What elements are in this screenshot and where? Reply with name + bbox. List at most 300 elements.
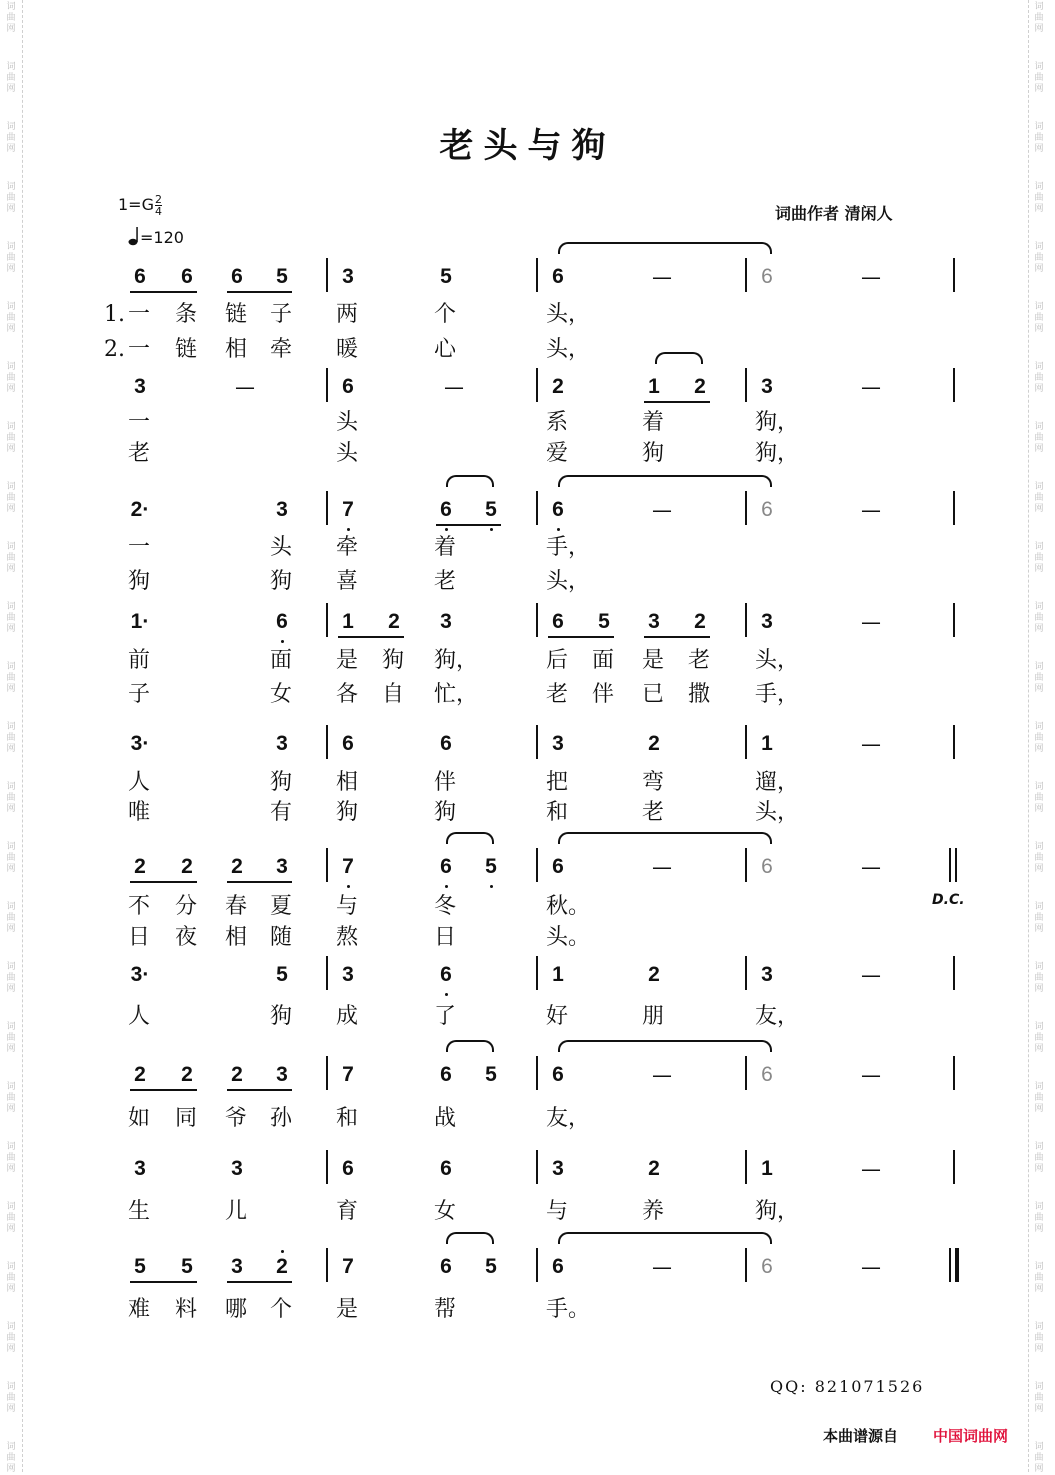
lyric-verse1: 育 (336, 1199, 359, 1224)
watermark-glyph: 网 (6, 324, 16, 334)
watermark-glyph: 网 (6, 624, 16, 634)
tie-slur (558, 242, 772, 254)
low-octave-dot (445, 885, 448, 888)
barline (953, 603, 955, 637)
lyric-verse1: 与 (546, 1199, 569, 1224)
watermark-glyph: 网 (1034, 384, 1044, 394)
watermark-glyphs (4, 182, 18, 215)
watermark-glyph: 曲 (1034, 613, 1044, 623)
watermark-glyph: 网 (1034, 144, 1044, 154)
watermark-glyph: 网 (1034, 324, 1044, 334)
watermark-glyph: 曲 (6, 313, 16, 323)
note: 3 (134, 1157, 146, 1180)
high-octave-dot (281, 1250, 284, 1253)
sustain-dash: — (861, 610, 881, 634)
watermark-glyph: 网 (6, 864, 16, 874)
lyric-verse1: 养 (642, 1199, 665, 1224)
lyric-verse2: 老 (434, 569, 457, 594)
source-label: 本曲谱源自 (823, 1427, 899, 1445)
watermark-glyph: 词 (6, 842, 16, 852)
eighth-underline (130, 1089, 197, 1091)
watermark-glyph: 词 (6, 1382, 16, 1392)
lyric-verse2: 狗 (434, 800, 457, 825)
note: 3 (552, 732, 564, 755)
watermark-glyph: 网 (1034, 1104, 1044, 1114)
time-numerator: 2 (154, 193, 162, 206)
lyric-verse1: 伴 (434, 770, 457, 795)
watermark-glyph: 网 (1034, 804, 1044, 814)
barline (326, 848, 328, 882)
lyric-verse2: 随 (270, 925, 293, 950)
watermark-glyph: 网 (6, 24, 16, 34)
sustain-dash: — (861, 963, 881, 987)
note: 7 (342, 1255, 354, 1278)
watermark-glyph: 曲 (6, 1453, 16, 1463)
note: 3 (552, 1157, 564, 1180)
sustain-dash: — (652, 265, 672, 289)
barline (953, 368, 955, 402)
lyric-verse1: 友， (755, 1004, 800, 1029)
watermark-glyph: 曲 (1034, 1453, 1044, 1463)
watermark-glyph: 曲 (6, 1033, 16, 1043)
watermark-glyph: 词 (1034, 302, 1044, 312)
lyric-verse2: 各 (336, 682, 359, 707)
note: 6 (440, 1063, 452, 1086)
lyric-verse2: 喜 (336, 569, 359, 594)
watermark-glyph: 曲 (1034, 553, 1044, 563)
low-octave-dot (445, 993, 448, 996)
watermark-glyph: 词 (6, 782, 16, 792)
lyric-verse1: 难 (128, 1297, 151, 1322)
barline (326, 1056, 328, 1090)
note: 3 (342, 963, 354, 986)
note: 6 (552, 1063, 564, 1086)
composer-credit: 词曲作者 清闲人 (775, 204, 893, 223)
note: 6 (231, 265, 243, 288)
lyric-verse1: 面 (270, 648, 293, 673)
watermark-glyphs (4, 962, 18, 995)
eighth-underline (130, 881, 197, 883)
note: 7 (342, 498, 354, 521)
barline (536, 368, 538, 402)
barline (326, 1150, 328, 1184)
note: 3 (761, 610, 773, 633)
watermark-glyphs (1032, 62, 1046, 95)
watermark-glyph: 网 (1034, 864, 1044, 874)
lyric-verse1: 如 (128, 1106, 151, 1131)
watermark-glyphs (4, 782, 18, 815)
barline (326, 956, 328, 990)
barline (536, 1150, 538, 1184)
watermark-glyph: 词 (6, 422, 16, 432)
eighth-underline (227, 291, 292, 293)
watermark-glyph: 曲 (1034, 1393, 1044, 1403)
sustain-dash: — (861, 855, 881, 879)
sustain-dash: — (652, 855, 672, 879)
eighth-underline (644, 636, 710, 638)
note: 2 (648, 732, 660, 755)
note: 5 (485, 1063, 497, 1086)
tie-slur (446, 1232, 494, 1244)
watermark-glyph: 曲 (6, 973, 16, 983)
tie-slur (558, 1040, 772, 1052)
watermark-glyph: 网 (1034, 264, 1044, 274)
barline (536, 956, 538, 990)
lyric-verse2: 日 (434, 925, 457, 950)
lyric-verse2: 老 (128, 441, 151, 466)
barline (745, 725, 747, 759)
watermark-glyph: 词 (1034, 242, 1044, 252)
note: 6 (181, 265, 193, 288)
note: 3 (276, 732, 288, 755)
eighth-underline (130, 291, 197, 293)
note: 6 (342, 1157, 354, 1180)
watermark-glyph: 曲 (1034, 373, 1044, 383)
lyric-verse1: 头 (336, 410, 359, 435)
note: 3 (231, 1157, 243, 1180)
lyric-verse1: 牵 (336, 535, 359, 560)
watermark-glyphs (1032, 1442, 1046, 1475)
note: 5 (276, 265, 288, 288)
lyric-verse1: 前 (128, 648, 151, 673)
watermark-glyph: 曲 (6, 373, 16, 383)
lyric-verse1: 是 (336, 1297, 359, 1322)
watermark-glyph: 网 (6, 84, 16, 94)
lyric-verse2: 夜 (175, 925, 198, 950)
watermark-glyph: 词 (1034, 2, 1044, 12)
watermark-glyph: 曲 (1034, 253, 1044, 263)
lyric-verse1: 一 (128, 410, 151, 435)
eighth-underline (436, 524, 501, 526)
watermark-glyph: 网 (6, 504, 16, 514)
watermark-glyph: 网 (1034, 1164, 1044, 1174)
watermark-glyph: 曲 (1034, 313, 1044, 323)
lyric-verse2: 日 (128, 925, 151, 950)
quarter-note-icon (128, 226, 140, 246)
watermark-glyph: 词 (6, 1442, 16, 1452)
note: 3 (276, 1063, 288, 1086)
lyric-verse1: 孙 (270, 1106, 293, 1131)
lyric-verse2: 子 (128, 682, 151, 707)
barline (745, 258, 747, 292)
watermark-glyph: 网 (6, 1044, 16, 1054)
lyric-verse2: 头 (336, 441, 359, 466)
watermark-glyph: 词 (6, 662, 16, 672)
note: 3· (130, 732, 150, 755)
tempo-marking (128, 226, 184, 247)
watermark-glyph: 词 (6, 482, 16, 492)
lyric-verse1: 春 (225, 894, 248, 919)
time-denominator: 4 (154, 205, 162, 218)
lyric-verse2: 相 (225, 337, 248, 362)
lyric-verse1: 条 (175, 302, 198, 327)
watermark-glyph: 曲 (6, 613, 16, 623)
watermark-glyph: 词 (1034, 1202, 1044, 1212)
note: 6 (440, 1157, 452, 1180)
tempo-value: =120 (140, 228, 184, 247)
barline (745, 1056, 747, 1090)
watermark-glyph: 曲 (1034, 733, 1044, 743)
watermark-glyph: 网 (6, 1284, 16, 1294)
watermark-glyph: 曲 (6, 673, 16, 683)
low-octave-dot (557, 528, 560, 531)
note: 2 (694, 610, 706, 633)
watermark-glyph: 网 (1034, 684, 1044, 694)
lyric-verse1: 个 (270, 1297, 293, 1322)
key-label: 1=G (118, 195, 154, 214)
lyric-verse1: 帮 (434, 1297, 457, 1322)
lyric-verse2: 头， (546, 337, 591, 362)
tied-note: 6 (761, 1255, 773, 1278)
watermark-glyph: 曲 (6, 793, 16, 803)
tie-slur (558, 832, 772, 844)
lyric-verse2: 熬 (336, 925, 359, 950)
lyric-verse1: 弯 (642, 770, 665, 795)
sustain-dash: — (861, 1255, 881, 1279)
low-octave-dot (281, 640, 284, 643)
note: 6 (342, 732, 354, 755)
lyric-verse1: 是 (336, 648, 359, 673)
watermark-glyph: 网 (6, 1224, 16, 1234)
lyric-verse2: 头， (755, 800, 800, 825)
lyric-verse1: 着 (434, 535, 457, 560)
watermark-glyph: 网 (6, 984, 16, 994)
lyric-verse1: 战 (434, 1106, 457, 1131)
watermark-glyph: 曲 (6, 1093, 16, 1103)
barline (953, 491, 955, 525)
watermark-glyph: 网 (6, 384, 16, 394)
note: 3 (276, 855, 288, 878)
lyric-verse1: 人 (128, 1004, 151, 1029)
watermark-glyph: 曲 (6, 1393, 16, 1403)
lyric-verse1: 是 (642, 648, 665, 673)
watermark-glyph: 词 (1034, 1022, 1044, 1032)
watermark-glyph: 网 (1034, 624, 1044, 634)
note: 6 (276, 610, 288, 633)
lyric-verse1: 成 (336, 1004, 359, 1029)
watermark-glyph: 词 (1034, 422, 1044, 432)
watermark-glyphs (1032, 1262, 1046, 1295)
watermark-glyph: 曲 (6, 193, 16, 203)
watermark-glyphs (4, 1382, 18, 1415)
lyric-verse1: 着 (642, 410, 665, 435)
watermark-glyphs (1032, 2, 1046, 35)
note: 5 (134, 1255, 146, 1278)
watermark-glyph: 曲 (1034, 973, 1044, 983)
note: 6 (440, 855, 452, 878)
watermark-glyph: 词 (6, 1142, 16, 1152)
watermark-glyph: 网 (1034, 1404, 1044, 1414)
barline (536, 725, 538, 759)
note: 2 (231, 1063, 243, 1086)
eighth-underline (338, 636, 404, 638)
watermark-glyph: 曲 (6, 253, 16, 263)
watermark-glyphs (1032, 662, 1046, 695)
watermark-glyph: 词 (1034, 542, 1044, 552)
watermark-glyph: 词 (6, 2, 16, 12)
barline (536, 258, 538, 292)
watermark-glyph: 词 (6, 1262, 16, 1272)
tie-slur (558, 475, 772, 487)
watermark-glyph: 曲 (1034, 1213, 1044, 1223)
lyric-verse2: 忙， (434, 682, 479, 707)
note: 2 (648, 1157, 660, 1180)
watermark-glyph: 词 (1034, 1322, 1044, 1332)
lyric-verse1: 一 (128, 302, 151, 327)
note: 6 (552, 855, 564, 878)
tie-slur (655, 352, 703, 364)
lyric-verse1: 狗， (755, 1199, 800, 1224)
watermark-glyphs (4, 1322, 18, 1355)
note: 5 (598, 610, 610, 633)
watermark-glyphs (1032, 782, 1046, 815)
lyric-verse2: 自 (382, 682, 405, 707)
lyric-verse2: 伴 (592, 682, 615, 707)
lyric-verse1: 个 (434, 302, 457, 327)
lyric-verse1: 爷 (225, 1106, 248, 1131)
watermark-glyph: 词 (1034, 842, 1044, 852)
lyric-verse2: 爱 (546, 441, 569, 466)
watermark-glyphs (4, 542, 18, 575)
tied-note: 6 (761, 855, 773, 878)
sustain-dash: — (861, 265, 881, 289)
note: 6 (440, 963, 452, 986)
note: 2 (181, 1063, 193, 1086)
watermark-glyph: 词 (6, 242, 16, 252)
lyric-verse1: 头， (755, 648, 800, 673)
lyric-verse2: 链 (175, 337, 198, 362)
note: 6 (552, 265, 564, 288)
lyric-verse1: 狗 (270, 1004, 293, 1029)
lyric-verse1: 老 (688, 648, 711, 673)
lyric-verse1: 一 (128, 535, 151, 560)
watermark-glyph: 词 (6, 1322, 16, 1332)
watermark-glyphs (4, 1262, 18, 1295)
note: 6 (134, 265, 146, 288)
lyric-verse1: 头 (270, 535, 293, 560)
watermark-glyphs (4, 1022, 18, 1055)
watermark-glyph: 网 (1034, 1224, 1044, 1234)
note: 1 (552, 963, 564, 986)
barline (326, 491, 328, 525)
watermark-glyphs (1032, 962, 1046, 995)
sustain-dash: — (652, 498, 672, 522)
lyric-verse1: 夏 (270, 894, 293, 919)
lyric-verse1: 同 (175, 1106, 198, 1131)
lyric-verse2: 相 (225, 925, 248, 950)
tie-slur (446, 1040, 494, 1052)
note: 2· (130, 498, 150, 521)
low-octave-dot (445, 528, 448, 531)
lyric-verse1: 狗， (434, 648, 479, 673)
watermark-glyph: 网 (6, 1404, 16, 1414)
watermark-glyphs (4, 722, 18, 755)
note: 2 (134, 855, 146, 878)
watermark-glyphs (1032, 722, 1046, 755)
watermark-glyph: 网 (1034, 744, 1044, 754)
sustain-dash: — (652, 1255, 672, 1279)
watermark-glyph: 网 (1034, 1044, 1044, 1054)
lyric-verse1: 链 (225, 302, 248, 327)
eighth-underline (130, 1281, 197, 1283)
note: 5 (485, 1255, 497, 1278)
note: 2 (552, 375, 564, 398)
barline (745, 1150, 747, 1184)
final-barline (949, 1248, 959, 1282)
lyric-verse2: 老 (546, 682, 569, 707)
barline (326, 603, 328, 637)
watermark-glyph: 词 (6, 602, 16, 612)
note: 3 (342, 265, 354, 288)
watermark-glyph: 曲 (1034, 793, 1044, 803)
watermark-glyph: 网 (6, 1344, 16, 1354)
watermark-glyphs (4, 242, 18, 275)
source-site-link[interactable]: 中国词曲网 (933, 1427, 1009, 1445)
eighth-underline (227, 1281, 292, 1283)
watermark-glyph: 曲 (1034, 673, 1044, 683)
watermark-glyph: 词 (1034, 182, 1044, 192)
watermark-glyph: 曲 (6, 1333, 16, 1343)
barline (745, 1248, 747, 1282)
note: 2 (694, 375, 706, 398)
eighth-underline (227, 881, 292, 883)
watermark-glyph: 曲 (6, 1273, 16, 1283)
lyric-verse1: 秋。 (546, 894, 591, 919)
lyric-verse1: 分 (175, 894, 198, 919)
sustain-dash: — (861, 732, 881, 756)
watermark-glyph: 网 (6, 204, 16, 214)
watermark-glyph: 网 (6, 804, 16, 814)
watermark-glyph: 曲 (1034, 853, 1044, 863)
note: 6 (552, 498, 564, 521)
barline (953, 1056, 955, 1090)
watermark-glyphs (1032, 1082, 1046, 1115)
note: 6 (552, 1255, 564, 1278)
note: 1 (648, 375, 660, 398)
watermark-glyphs (1032, 1382, 1046, 1415)
watermark-glyph: 曲 (1034, 433, 1044, 443)
watermark-glyph: 曲 (1034, 13, 1044, 23)
watermark-glyphs (4, 662, 18, 695)
watermark-glyph: 网 (6, 924, 16, 934)
tie-slur (558, 1232, 772, 1244)
note: 3 (761, 375, 773, 398)
low-octave-dot (490, 885, 493, 888)
note: 3· (130, 963, 150, 986)
watermark-glyph: 词 (1034, 1442, 1044, 1452)
sustain-dash: — (861, 1157, 881, 1181)
watermark-glyph: 曲 (6, 133, 16, 143)
watermark-glyph: 曲 (1034, 913, 1044, 923)
watermark-glyph: 网 (6, 144, 16, 154)
watermark-glyph: 词 (1034, 1082, 1044, 1092)
note: 3 (276, 498, 288, 521)
barline (536, 603, 538, 637)
watermark-glyph: 曲 (6, 1153, 16, 1163)
watermark-glyph: 词 (1034, 1142, 1044, 1152)
note: 3 (761, 963, 773, 986)
lyric-verse1: 友， (546, 1106, 591, 1131)
watermark-glyphs (1032, 1022, 1046, 1055)
watermark-glyphs (4, 482, 18, 515)
barline (745, 491, 747, 525)
note: 7 (342, 855, 354, 878)
watermark-glyphs (1032, 482, 1046, 515)
watermark-glyph: 网 (1034, 1464, 1044, 1474)
note: 6 (440, 1255, 452, 1278)
watermark-glyph: 词 (6, 122, 16, 132)
lyric-verse1: 手。 (546, 1297, 591, 1322)
